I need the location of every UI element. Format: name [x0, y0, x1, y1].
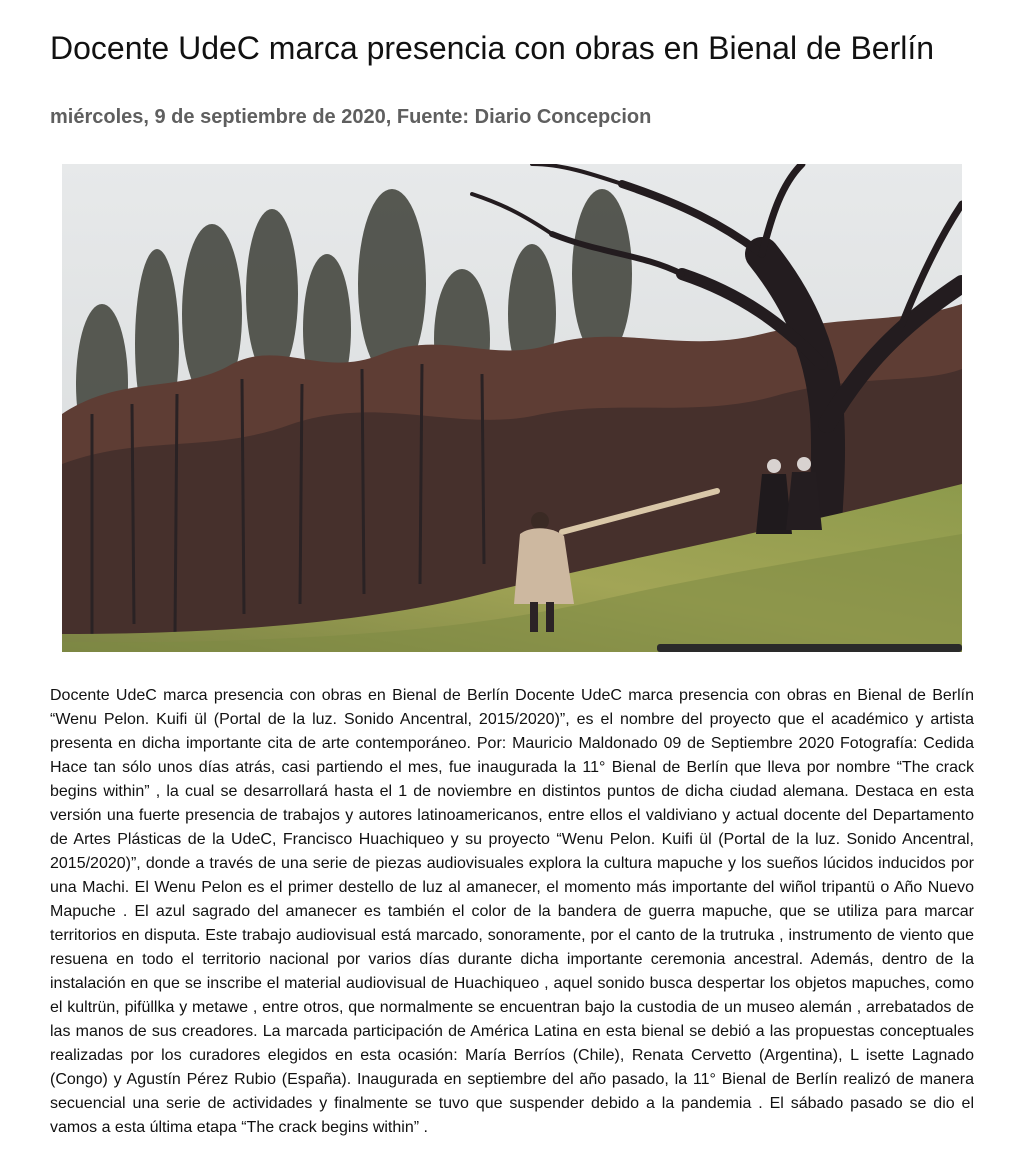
photo-illustration: [62, 164, 962, 652]
article-title: Docente UdeC marca presencia con obras en Bienal de Berlín: [50, 30, 935, 66]
caption-strip: [657, 644, 962, 652]
article-body: Docente UdeC marca presencia con obras en Bienal de Berlín Docente UdeC marca presencia con obras en Bienal de Berlín “Wenu Pelon. Kuifi ül (Portal de la luz. Sonido Ancentral, 2015/2020)”, es el nombre del proyecto que el académico y artista presenta en dicha importante cita de arte contemporáneo. Por: Mauricio Maldonado 09 de Septiembre 2020 Fotografía: Cedida Hace tan sólo unos días atrás, casi partiendo el mes, fue inaugurada la 11° Bienal de Berlín que lleva por nombre “The crack begins within” , la cual se desarrollará hasta el 1 de noviembre en distintos puntos de dicha ciudad alemana. Destaca en esta versión una fuerte presencia de trabajos y autores latinoamericanos, entre ellos el valdiviano y actual docente del Departamento de Artes Plásticas de la UdeC, Francisco Huachiqueo y su proyecto “Wenu Pelon. Kuifi ül (Portal de la luz. Sonido Ancentral, 2015/2020)”, donde a través de una serie de piezas audiovisuales explora la cultura mapuche y los sueños lúcidos inducidos por una Machi. El Wenu Pelon es el primer destello de luz al amanecer, el momento más importante del wiñol tripantü o Año Nuevo Mapuche . El azul sagrado del amanecer es también el color de la bandera de guerra mapuche, que se utiliza para marcar territorios en disputa. Este trabajo audiovisual está marcado, sonoramente, por el canto de la trutruka , instrumento de viento que resuena en todo el territorio nacional por varios días durante dicha importante ceremonia ancestral. Además, dentro de la instalación en que se inscribe el material audiovisual de Huachiqueo , aquel sonido busca despertar los objetos mapuches, como el kultrün, pifüllka y metawe , entre otros, que normalmente se encuentran bajo la custodia de un museo alemán , arrebatados de las manos de sus creadores. La marcada participación de América Latina en esta bienal se debió a las propuestas conceptuales realizadas por los curadores elegidos en esta ocasión: María Berríos (Chile), Renata Cervetto (Argentina), L isette Lagnado (Congo) y Agustín Pérez Rubio (España). Inaugurada en septiembre del año pasado, la 11° Bienal de Berlín realizó de manera secuencial una serie de actividades y finalmente se tuvo que suspender debido a la pandemia . El sábado pasado se dio el vamos a esta última etapa “The crack begins within” .: [50, 687, 974, 1136]
article-dateline: miércoles, 9 de septiembre de 2020, Fuente: Diario Concepcion: [50, 106, 652, 128]
article-photo: [62, 164, 962, 652]
